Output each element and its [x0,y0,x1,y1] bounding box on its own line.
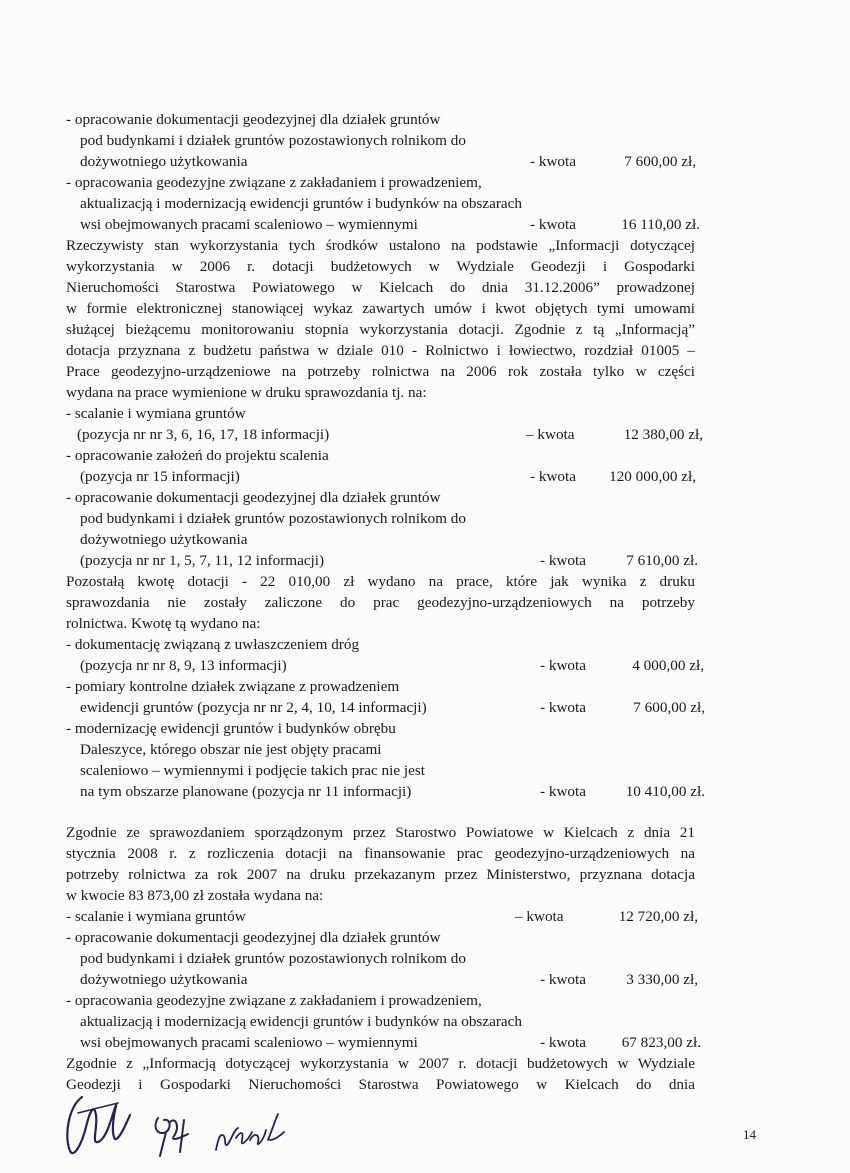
text-line [0,508,850,530]
text-line [0,340,850,362]
amount-value: 10 410,00 zł. [625,783,705,800]
line-text: wsi obejmowanych pracami scaleniowo – wymiennymi [80,1034,418,1051]
line-text: - opracowanie dokumentacji geodezyjnej dla działek gruntów [66,111,441,128]
line-text: pod budynkami i działek gruntów pozostawionych rolnikom do [80,132,466,149]
line-text: na tym obszarze planowane (pozycja nr 11 informacji) [80,783,412,800]
line-text: Zgodnie ze sprawozdaniem sporządzonym przez Starostwo Powiatowe w Kielcach z dnia 21 [66,824,695,841]
text-line [0,361,850,383]
text-line [0,193,850,215]
amount-label: - kwota [530,153,576,170]
amount-value: 120 000,00 zł, [609,468,696,485]
text-line [0,172,850,194]
amount-value: 67 823,00 zł. [621,1034,701,1051]
signature-3 [210,1110,290,1160]
line-text: w kwocie 83 873,00 zł została wydana na: [66,887,324,904]
line-text: pod budynkami i działek gruntów pozostawionych rolnikom do [80,950,466,967]
line-text: dożywotniego użytkowania [80,971,248,988]
text-line [0,969,850,991]
amount-label: - kwota [540,783,586,800]
amount-label: - kwota [530,468,576,485]
line-text: wykorzystania w 2006 r. dotacji budżetowych w Wydziale Geodezji i Gospodarki [66,258,695,275]
text-line [0,466,850,488]
line-text: dożywotniego użytkowania [80,153,248,170]
text-line [0,550,850,572]
line-text: - opracowanie dokumentacji geodezyjnej dla działek gruntów [66,929,441,946]
amount-value: 3 330,00 zł, [626,971,698,988]
amount-value: 16 110,00 zł. [621,216,700,233]
text-line [0,843,850,865]
text-line [0,948,850,970]
line-text: - dokumentację związaną z uwłaszczeniem dróg [66,636,360,653]
line-text: Rzeczywisty stan wykorzystania tych środków ustalono na podstawie „Informacji dotyczącej [66,237,695,254]
line-text: - pomiary kontrolne działek związane z prowadzeniem [66,678,400,695]
amount-label: - kwota [540,971,586,988]
text-line [0,760,850,782]
line-text: Daleszyce, którego obszar nie jest objęty pracami [80,741,382,758]
text-line [0,571,850,593]
amount-value: 12 380,00 zł, [623,426,703,443]
signature-1 [60,1085,140,1165]
line-text: aktualizacją i modernizacją ewidencji gruntów i budynków na obszarach [80,195,522,212]
line-text: Pozostałą kwotę dotacji - 22 010,00 zł wydano na prace, które jak wynika z druku [66,573,695,590]
line-text: (pozycja nr nr 8, 9, 13 informacji) [80,657,287,674]
line-text: w formie elektronicznej stanowiącej wykaz zawartych umów i kwot objętych tymi umowami [66,300,695,317]
text-line [0,130,850,152]
amount-label: – kwota [515,908,564,925]
line-text: wydana na prace wymienione w druku sprawozdania tj. na: [66,384,427,401]
amount-value: 7 610,00 zł. [626,552,698,569]
signature-2 [150,1108,198,1160]
line-text: - opracowania geodezyjne związane z zakładaniem i prowadzeniem, [66,174,482,191]
text-line [0,424,850,446]
text-line [0,319,850,341]
line-text: - opracowanie założeń do projektu scalenia [66,447,329,464]
text-line [0,592,850,614]
line-text: pod budynkami i działek gruntów pozostawionych rolnikom do [80,510,466,527]
line-text: (pozycja nr 15 informacji) [80,468,240,485]
line-text: potrzeby rolnictwa za rok 2007 na druku przekazanym przez Ministerstwo, przyznana dotacja [66,866,695,883]
amount-value: 12 720,00 zł, [618,908,698,925]
text-line [0,718,850,740]
line-text: rolnictwa. Kwotę tą wydano na: [66,615,261,632]
amount-label: - kwota [540,657,586,674]
amount-value: 7 600,00 zł, [624,153,696,170]
text-line [0,822,850,844]
amount-value: 4 000,00 zł, [632,657,704,674]
amount-label: - kwota [540,1034,586,1051]
line-text: - opracowania geodezyjne związane z zakładaniem i prowadzeniem, [66,992,482,1009]
text-line [0,1053,850,1075]
text-line [0,634,850,656]
line-text: służącej bieżącemu monitorowaniu stopnia wykorzystania dotacji. Zgodnie z tą „Informacją” [66,321,695,338]
text-line [0,109,850,131]
text-line [0,906,850,928]
text-line [0,864,850,886]
text-line [0,885,850,907]
text-line [0,927,850,949]
text-line [0,1011,850,1033]
line-text: (pozycja nr nr 1, 5, 7, 11, 12 informacji) [80,552,325,569]
line-text: stycznia 2008 r. z rozliczenia dotacji na finansowanie prac geodezyjno-urządzeniowych na [66,845,695,862]
line-text: (pozycja nr nr 3, 6, 16, 17, 18 informacji) [77,426,330,443]
line-text: - opracowanie dokumentacji geodezyjnej dla działek gruntów [66,489,441,506]
text-line [0,403,850,425]
text-line [0,613,850,635]
text-line [0,298,850,320]
line-text: sprawozdania nie zostały zaliczone do prac geodezyjno-urządzeniowych na potrzeby [66,594,695,611]
line-text: Geodezji i Gospodarki Nieruchomości Starostwa Powiatowego w Kielcach do dnia [66,1076,695,1093]
text-line [0,445,850,467]
line-text: - scalanie i wymiana gruntów [66,405,246,422]
line-text: dożywotniego użytkowania [80,531,248,548]
text-line [0,676,850,698]
line-text: wsi obejmowanych pracami scaleniowo – wymiennymi [80,216,418,233]
text-line [0,214,850,236]
text-line [0,781,850,803]
line-text: dotacja przyznana z budżetu państwa w dziale 010 - Rolnictwo i łowiectwo, rozdział 01005 – [66,342,695,359]
line-text: Zgodnie z „Informacją dotyczącej wykorzystania w 2007 r. dotacji budżetowych w Wydziale [66,1055,695,1072]
text-line [0,382,850,404]
text-line [0,487,850,509]
amount-label: - kwota [540,699,586,716]
text-line [0,739,850,761]
text-line [0,990,850,1012]
text-line [0,277,850,299]
amount-label: - kwota [530,216,576,233]
text-line [0,529,850,551]
line-text: aktualizacją i modernizacją ewidencji gruntów i budynków na obszarach [80,1013,522,1030]
text-line [0,235,850,257]
line-text: ewidencji gruntów (pozycja nr nr 2, 4, 10, 14 informacji) [80,699,427,716]
line-text: Nieruchomości Starostwa Powiatowego w Kielcach do dnia 31.12.2006” prowadzonej [66,279,695,296]
page-number: 14 [743,1127,756,1142]
amount-label: - kwota [540,552,586,569]
text-line [0,256,850,278]
amount-value: 7 600,00 zł, [633,699,705,716]
line-text: - scalanie i wymiana gruntów [66,908,246,925]
text-line [0,1032,850,1054]
text-line [0,151,850,173]
text-line [0,697,850,719]
line-text: scaleniowo – wymiennymi i podjęcie takich prac nie jest [80,762,425,779]
line-text: Prace geodezyjno-urządzeniowe na potrzeby rolnictwa na 2006 rok została tylko w części [66,363,695,380]
text-line [0,655,850,677]
line-text: - modernizację ewidencji gruntów i budynków obrębu [66,720,396,737]
amount-label: – kwota [526,426,575,443]
